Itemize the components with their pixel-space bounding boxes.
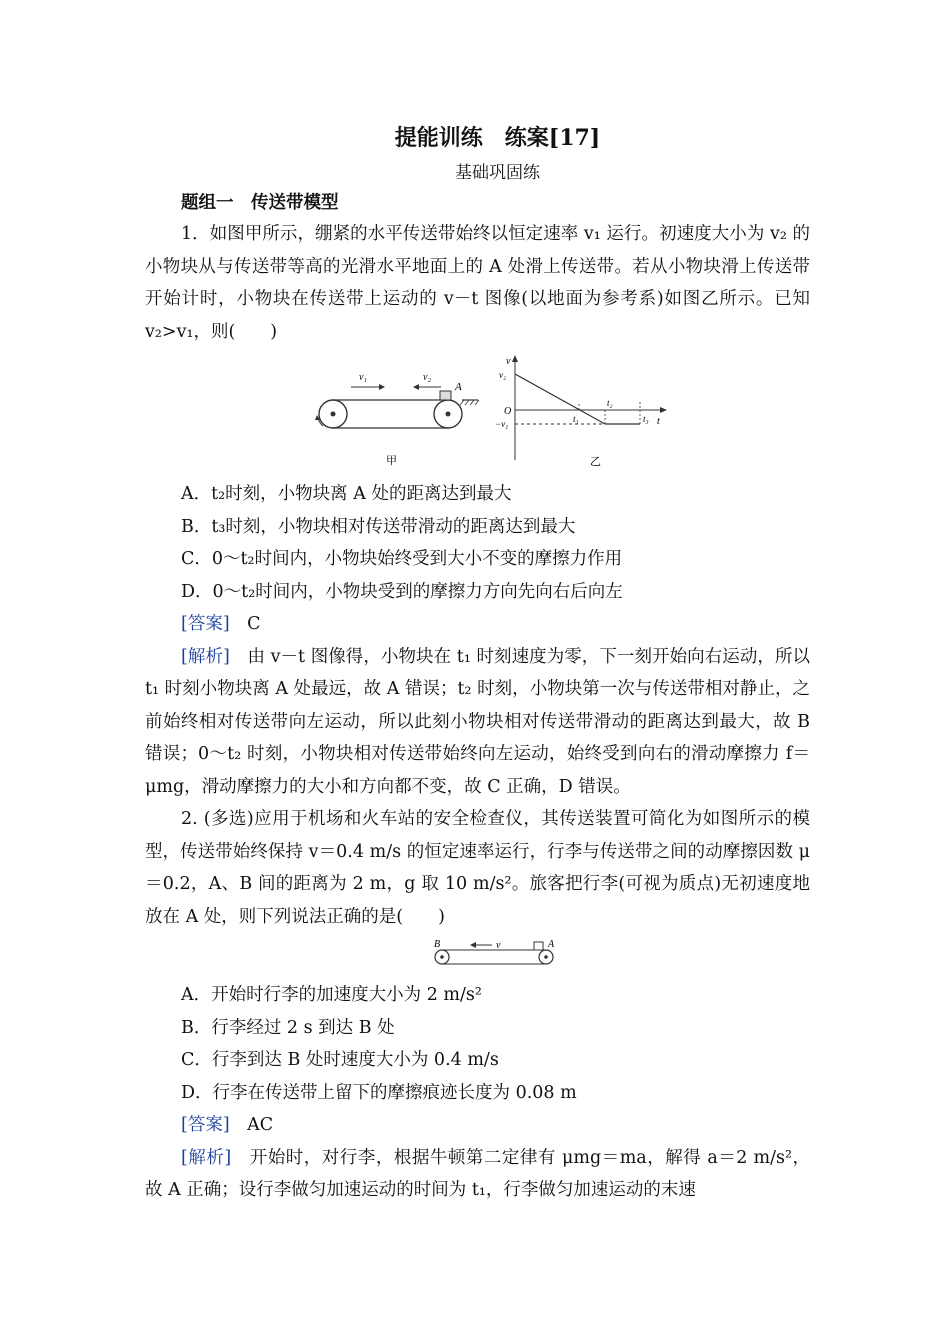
answer-tag: [答案] [181,1115,230,1135]
figure-belt-ab [430,937,560,973]
fig-jia-caption: 甲 [386,455,397,467]
figure-yi-vt-graph [495,352,675,472]
figure-jia-conveyor [313,360,513,470]
fig-yi-caption: 乙 [590,456,601,468]
fig-jia-v2-label: v₂ [423,372,431,383]
question-1-option-b: B．t₃时刻，小物块相对传送带滑动的距离达到最大 [181,516,576,537]
question-1-analysis [145,641,810,804]
analysis-tag: [解析] [181,1147,232,1168]
question-2-analysis [145,1142,810,1207]
fig-yi-t2: t₂ [607,398,613,408]
question-1-answer [145,608,810,641]
question-2-stem: 2. (多选)应用于机场和火车站的安全检查仪，其传送装置可简化为如图所示的模型，传送带始终保持 v＝0.4 m/s 的恒定速率运行，行李与传送带之间的动摩擦因数 μ＝0.2，A、B 间的距离为 2 m，g 取 10 m/s²。旅客把行李(可视为质点)无初速度地放在 A 处，则下列说法正确的是( ) [145,809,810,927]
section-subtitle: 基础巩固练 [455,163,540,183]
fig-yi-v2: v₂ [499,370,507,380]
question-2-option-a: A．开始时行李的加速度大小为 2 m/s² [181,985,482,1005]
analysis-text: 开始时，对行李，根据牛顿第二定律有 μmg＝ma，解得 a＝2 m/s²，故 A 正确；设行李做匀加速运动的时间为 t₁，行李做匀加速运动的末速 [145,1147,811,1200]
question-1-figure [145,352,810,472]
analysis-tag: [解析] [181,646,230,667]
fig-yi-v-axis: v [506,356,511,367]
group-heading: 题组一 传送带模型 [181,193,339,213]
fig-yi-t1: t₁ [573,414,579,424]
answer-tag: [答案] [181,614,230,634]
question-2-option-c: C．行李到达 B 处时速度大小为 0.4 m/s [181,1050,499,1070]
fig2-a-label: A [548,939,555,950]
answer-value: C [247,614,261,634]
fig-yi-t-axis: t [657,416,660,427]
fig-jia-a-label: A [455,381,462,393]
answer-value: AC [247,1115,274,1135]
fig2-b-label: B [434,939,441,950]
page-title: 提能训练 练案[17] [394,125,601,151]
question-1-option-c: C．0～t₂时间内，小物块始终受到大小不变的摩擦力作用 [181,549,623,569]
question-2-figure [145,937,810,973]
fig-yi-t3: t₃ [643,414,649,424]
fig-yi-neg-v1: −v₁ [495,419,509,429]
question-1-option-a: A．t₂时刻，小物块离 A 处的距离达到最大 [181,484,512,504]
fig-yi-origin: O [504,406,512,417]
question-1-option-d: D．0～t₂时间内，小物块受到的摩擦力方向先向右后向左 [181,581,623,602]
question-1-stem: 1．如图甲所示，绷紧的水平传送带始终以恒定速率 v₁ 运行。初速度大小为 v₂ 的小物块从与传送带等高的光滑水平地面上的 A 处滑上传送带。若从小物块滑上传送带开始计时，小物块在传送带上运动的 v－t 图像(以地面为参考系)如图乙所示。已知 v₂>v₁，则( ) [145,224,810,342]
fig-jia-v1-label: v₁ [359,372,367,383]
analysis-text: 由 v－t 图像得，小物块在 t₁ 时刻速度为零，下一刻开始向右运动，所以 t₁ 时刻小物块离 A 处最远，故 A 错误；t₂ 时刻，小物块第一次与传送带相对静止，之前始终相对传送带向左运动，所以此刻小物块相对传送带滑动的距离达到最大，故 B 错误；0～t₂ 时刻，小物块相对传送带始终向左运动，始终受到向右的滑动摩擦力 f＝μmg，滑动摩擦力的大小和方向都不变，故 C 正确，D 错误。 [145,646,811,797]
fig2-v-label: v [496,940,501,951]
question-2-option-b: B．行李经过 2 s 到达 B 处 [181,1017,395,1038]
question-2-answer [145,1109,810,1142]
document-body [145,118,810,1207]
question-2-option-d: D．行李在传送带上留下的摩擦痕迹长度为 0.08 m [181,1082,577,1103]
